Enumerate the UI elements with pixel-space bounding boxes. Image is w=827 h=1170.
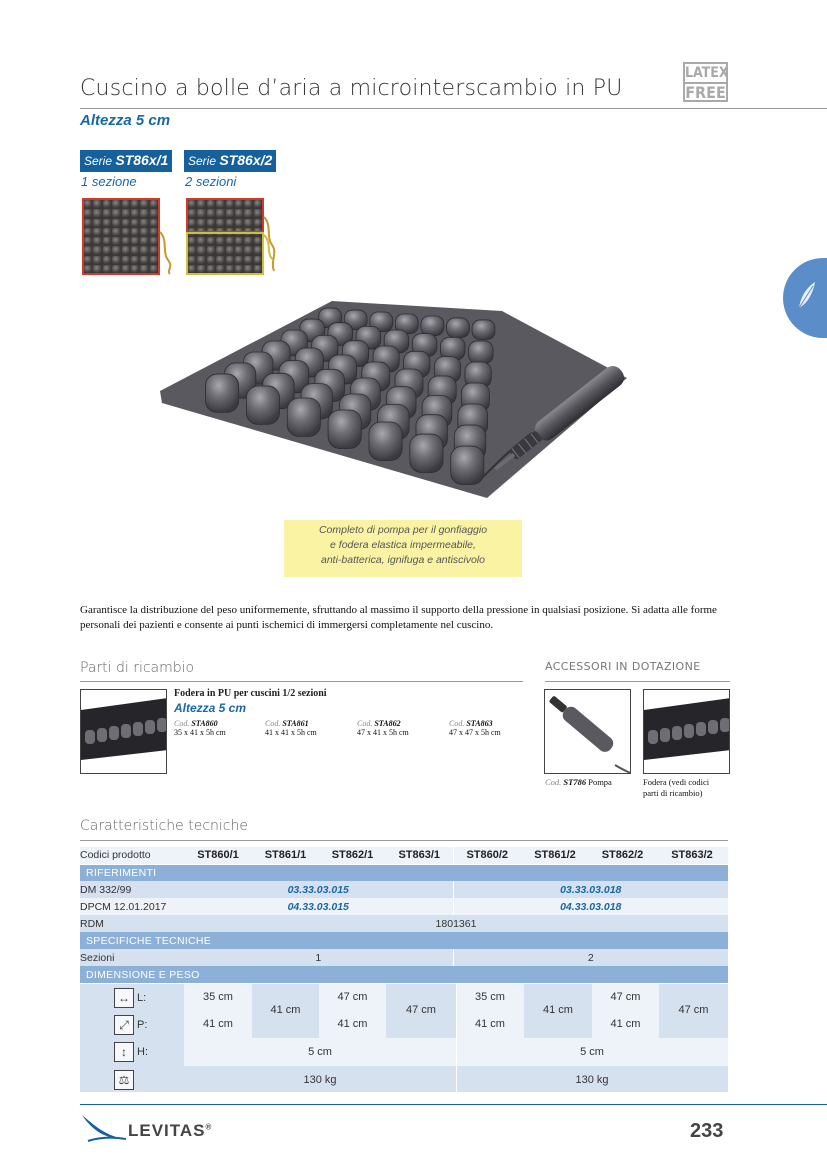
- serie-sections-2: 2 sezioni: [185, 174, 237, 189]
- product-description: Garantisce la distribuzione del peso uniformemente, sfruttando al massimo il supporto della pressione in qualsiasi posizione. Si adatta alle forme personali dei pazienti e consente ai punti ischemici di immergersi completamente nel cuscino.: [80, 604, 717, 631]
- sezioni-value-1: 1: [315, 951, 322, 964]
- included-items-note: [284, 520, 522, 577]
- serie-code: ST86x/1: [115, 152, 169, 168]
- spare-parts-divider: [80, 681, 523, 682]
- product-code: ST863/1: [386, 847, 453, 864]
- air-bubble: [421, 316, 444, 336]
- brand-name: [128, 1121, 212, 1141]
- product-code: ST860/1: [184, 847, 252, 864]
- thumbnail-hose-icon: [262, 215, 278, 275]
- pump-image: [544, 689, 631, 774]
- pump-caption: [545, 777, 612, 788]
- leaf-icon: [783, 258, 827, 338]
- note-line: e fodera elastica impermeabile,: [330, 539, 476, 551]
- band-label: SPECIFICHE TECNICHE: [80, 932, 728, 949]
- dimension-grid: [80, 984, 728, 1092]
- spare-parts-heading: Parti di ricambio: [80, 660, 195, 676]
- cod-size: 47 x 47 x 5h cm: [449, 728, 501, 737]
- accessories-heading: ACCESSORI IN DOTAZIONE: [545, 660, 701, 673]
- cover-illustration: [81, 690, 167, 774]
- dim-l-st860-1: 35 cm: [203, 991, 233, 1003]
- spare-code-sta861: [265, 719, 317, 737]
- dim-l-st862-2: 47 cm: [610, 991, 641, 1003]
- product-code: ST862/2: [589, 847, 656, 864]
- note-line: anti-batterica, ignifuga e antiscivolo: [320, 554, 485, 566]
- rdm-value: 1801361: [435, 917, 477, 930]
- thumbnail-hose-icon: [158, 230, 174, 276]
- air-bubble: [451, 446, 484, 484]
- serie-code: ST86x/2: [219, 152, 273, 168]
- cover-caption-line: parti di ricambio): [643, 788, 703, 798]
- depth-label: P:: [137, 1019, 148, 1031]
- tech-specs-table: [80, 847, 728, 983]
- dim-p-st860-1: 41 cm: [203, 1018, 233, 1030]
- footer-divider: [80, 1104, 827, 1105]
- dim-lp-st863-1: 47 cm: [406, 1004, 436, 1016]
- row-label: DPCM 12.01.2017: [80, 900, 167, 913]
- spare-code-sta862: [357, 719, 409, 737]
- cod-value: STA862: [374, 719, 401, 728]
- brand-reg: ®: [205, 1122, 213, 1132]
- band-label: RIFERIMENTI: [80, 864, 728, 881]
- dim-weight-group-1: 130 kg: [303, 1074, 337, 1086]
- product-code: ST863/2: [656, 847, 728, 864]
- air-bubble: [287, 398, 320, 436]
- cod-label: Cod.: [545, 777, 562, 787]
- dim-weight-group-2: 130 kg: [575, 1074, 609, 1086]
- cover-image: [80, 689, 167, 774]
- spare-item-subtitle: Altezza 5 cm: [174, 701, 247, 715]
- pump-illustration: [545, 690, 631, 774]
- depth-icon: ⤢: [114, 1015, 134, 1035]
- air-bubble: [472, 320, 495, 340]
- dpcm-code-2: 04.33.03.018: [453, 898, 728, 915]
- page-number: 233: [690, 1120, 724, 1142]
- air-bubble: [246, 386, 279, 424]
- badge-line-free: FREE: [685, 83, 726, 102]
- section-side-tab: [783, 258, 827, 338]
- cod-value: STA861: [282, 719, 309, 728]
- dim-l-st862-1: 47 cm: [337, 991, 368, 1003]
- air-bubble: [206, 374, 239, 412]
- air-bubble: [369, 422, 402, 460]
- levitas-logo-icon: [80, 1111, 126, 1143]
- table-row-dm: [80, 881, 728, 898]
- air-bubble: [469, 341, 494, 364]
- spare-item-title: Fodera in PU per cuscini 1/2 sezioni: [174, 688, 327, 699]
- row-label: RDM: [80, 917, 104, 930]
- cod-value: STA860: [191, 719, 218, 728]
- brand-text: LEVITAS: [128, 1121, 206, 1140]
- cover-illustration: [644, 690, 730, 774]
- dm-code-2: 03.33.03.018: [453, 881, 728, 898]
- cod-size: 47 x 41 x 5h cm: [357, 728, 409, 737]
- dpcm-code-1: 04.33.03.015: [287, 900, 349, 913]
- dim-p-st860-2: 41 cm: [475, 1018, 505, 1030]
- cod-label: Cod.: [449, 719, 465, 728]
- dim-l-st860-2: 35 cm: [475, 991, 505, 1003]
- dim-h-group-1: 5 cm: [308, 1046, 332, 1058]
- height-icon: ↕: [114, 1042, 134, 1062]
- note-line: Completo di pompa per il gonfiaggio: [318, 524, 488, 536]
- cod-label: Cod.: [265, 719, 281, 728]
- product-code: ST862/1: [319, 847, 386, 864]
- band-dimensione: [80, 966, 728, 983]
- row-label: Codici prodotto: [80, 847, 184, 864]
- spare-code-sta863: [449, 719, 501, 737]
- air-bubble: [410, 434, 443, 472]
- dim-lp-st863-2: 47 cm: [678, 1004, 709, 1016]
- title-divider: [80, 108, 827, 109]
- section-outline-red: [82, 198, 160, 275]
- air-bubble: [447, 318, 470, 338]
- length-label: L:: [137, 992, 147, 1004]
- sezioni-value-2: 2: [453, 949, 728, 966]
- accessory-cover-image: [643, 689, 730, 774]
- table-row-sezioni: [80, 949, 728, 966]
- height-label: H:: [137, 1046, 148, 1058]
- band-label: DIMENSIONE E PESO: [80, 966, 728, 983]
- badge-line-latex: LATEX: [685, 65, 729, 81]
- dim-lp-st861-2: 41 cm: [543, 1004, 573, 1016]
- tech-specs-divider: [80, 840, 728, 841]
- serie-tag-2: [184, 150, 276, 172]
- latex-free-badge: [683, 62, 728, 102]
- dim-p-st862-1: 41 cm: [337, 1018, 368, 1030]
- section-outline-yellow: [186, 232, 264, 275]
- dim-lp-st861-1: 41 cm: [270, 1004, 301, 1016]
- product-code: ST861/2: [521, 847, 589, 864]
- band-riferimenti: [80, 864, 728, 881]
- cod-label: Cod.: [357, 719, 373, 728]
- pump-name: Pompa: [588, 777, 612, 787]
- serie-prefix: Serie: [188, 154, 217, 168]
- product-code: ST860/2: [453, 847, 521, 864]
- row-label: DM 332/99: [80, 883, 132, 896]
- spare-code-sta860: [174, 719, 226, 737]
- cod-size: 35 x 41 x 5h cm: [174, 728, 226, 737]
- row-label: Sezioni: [80, 951, 115, 964]
- air-bubble: [328, 410, 361, 448]
- accessories-divider: [545, 681, 730, 682]
- cod-value: ST786: [563, 777, 587, 787]
- cod-value: STA863: [466, 719, 493, 728]
- tech-specs-heading: Caratteristiche tecniche: [80, 818, 248, 834]
- table-row-codes: [80, 847, 728, 864]
- cod-label: Cod.: [174, 719, 190, 728]
- page-subtitle: Altezza 5 cm: [80, 112, 171, 129]
- cod-size: 41 x 41 x 5h cm: [265, 728, 317, 737]
- section-outline-red: [186, 198, 264, 233]
- length-icon: ↔: [114, 988, 134, 1008]
- table-row-dpcm: [80, 898, 728, 915]
- serie-tag-1: [80, 150, 172, 172]
- page-title: Cuscino a bolle d’aria a microinterscambio in PU: [80, 76, 623, 101]
- dim-p-st862-2: 41 cm: [610, 1018, 641, 1030]
- dim-h-group-2: 5 cm: [580, 1046, 604, 1058]
- cover-caption-line: Fodera (vedi codici: [643, 777, 710, 787]
- cover-caption: [643, 777, 709, 799]
- weight-icon: ⚖: [114, 1070, 134, 1090]
- serie-prefix: Serie: [84, 154, 113, 168]
- serie-sections-1: 1 sezione: [81, 174, 137, 189]
- band-specifiche: [80, 932, 728, 949]
- product-code: ST861/1: [252, 847, 319, 864]
- cushion-product-image: [152, 283, 652, 513]
- table-row-rdm: [80, 915, 728, 932]
- dm-code-1: 03.33.03.015: [287, 883, 349, 896]
